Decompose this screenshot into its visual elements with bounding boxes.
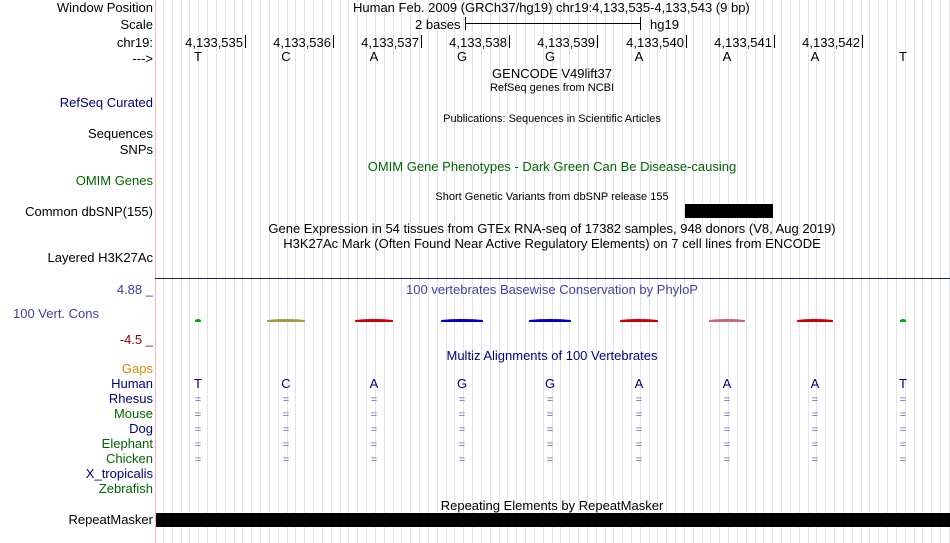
grid-line [878,0,879,543]
species-label-dog[interactable]: Dog [129,421,153,436]
alignment-match: = [811,424,819,436]
grid-line [428,0,429,543]
position-label: 4,133,540 [626,35,684,50]
grid-line [719,0,720,543]
grid-line [649,0,650,543]
phylop-min-value: -4.5 _ [119,332,153,347]
grid-line [852,0,853,543]
scale-label: Scale [120,17,153,32]
scale-value: 2 bases [415,17,461,32]
alignment-match: = [723,424,731,436]
grid-line [755,0,756,543]
alignment-match: = [370,424,378,436]
grid-line [304,0,305,543]
grid-line [295,0,296,543]
grid-line [419,0,420,543]
base-letter: G [544,49,556,64]
grid-line [869,0,870,543]
position-tick [686,35,687,48]
human-base-letter: T [194,376,202,391]
alignment-match: = [546,439,554,451]
species-label-gaps[interactable]: Gaps [121,361,153,376]
grid-line [278,0,279,543]
repeatmasker-feature[interactable] [156,513,950,527]
grid-line [322,0,323,543]
grid-line [781,0,782,543]
grid-line [172,0,173,543]
base-letter: A [810,49,820,64]
base-letter: A [634,49,644,64]
gencode-track-title: GENCODE V49lift37 [492,66,612,81]
dbsnp-label[interactable]: Common dbSNP(155) [25,204,153,219]
h3k27ac-label[interactable]: Layered H3K27Ac [47,250,153,265]
grid-line [189,0,190,543]
grid-line [790,0,791,543]
grid-line [702,0,703,543]
alignment-match: = [811,454,819,466]
alignment-match: = [282,424,290,436]
alignment-match: = [635,424,643,436]
track-separator [155,278,950,279]
omim-genes-label[interactable]: OMIM Genes [75,173,153,188]
grid-line [481,0,482,543]
grid-line [357,0,358,543]
grid-line [746,0,747,543]
conservation-mark [355,319,393,322]
grid-line [401,0,402,543]
alignment-match: = [458,439,466,451]
repeatmasker-label[interactable]: RepeatMasker [68,512,153,527]
alignment-match: = [811,394,819,406]
species-label-x-tropicalis[interactable]: X_tropicalis [85,466,153,481]
gtex-track-title: Gene Expression in 54 tissues from GTEx RNA-seq of 17382 samples, 948 donors (V8, Aug 2019) [268,221,836,236]
alignment-match: = [282,439,290,451]
human-base-letter: C [281,376,291,391]
dbsnp-variant-feature[interactable] [685,204,773,218]
grid-line [914,0,915,543]
grid-line [410,0,411,543]
scale-bar-right-tick [640,17,641,30]
multiz-track-title: Multiz Alignments of 100 Vertebrates [446,348,658,363]
grid-line [393,0,394,543]
grid-line [446,0,447,543]
scale-bar [465,23,641,24]
grid-line [940,0,941,543]
base-letter: G [456,49,468,64]
alignment-match: = [282,409,290,421]
grid-line [843,0,844,543]
grid-line [922,0,923,543]
human-base-letter: A [634,376,644,391]
grid-line [799,0,800,543]
alignment-match: = [194,424,202,436]
human-base-letter: A [810,376,820,391]
base-letter: A [369,49,379,64]
grid-line [772,0,773,543]
alignment-match: = [370,409,378,421]
grid-line [454,0,455,543]
position-tick [421,35,422,48]
phylop-track-title: 100 vertebrates Basewise Conservation by PhyloP [406,282,698,297]
alignment-match: = [546,409,554,421]
refseq-curated-label[interactable]: RefSeq Curated [59,95,153,110]
grid-line [861,0,862,543]
conservation-mark [620,319,658,322]
grid-line [384,0,385,543]
species-label-zebrafish[interactable]: Zebrafish [98,481,153,496]
position-tick [509,35,510,48]
human-base-letter: T [899,376,907,391]
grid-line [808,0,809,543]
species-label-human[interactable]: Human [111,376,153,391]
base-letter: C [281,49,291,64]
position-label: 4,133,539 [537,35,595,50]
grid-line [737,0,738,543]
grid-line [896,0,897,543]
grid-line [931,0,932,543]
species-label-elephant[interactable]: Elephant [101,436,153,451]
grid-line [251,0,252,543]
scale-assembly: hg19 [650,17,679,32]
label-divider [155,0,156,543]
position-label: 4,133,538 [449,35,507,50]
alignment-match: = [546,424,554,436]
position-tick [597,35,598,48]
conservation-mark [529,319,571,322]
refseq-track-subtitle: RefSeq genes from NCBI [489,82,615,94]
grid-line [710,0,711,543]
grid-line [313,0,314,543]
grid-line [666,0,667,543]
conservation-mark [709,319,745,322]
alignment-match: = [546,394,554,406]
position-tick [245,35,246,48]
grid-line [242,0,243,543]
alignment-match: = [899,409,907,421]
grid-line [657,0,658,543]
dbsnp-track-title: Short Genetic Variants from dbSNP release 155 [435,191,669,203]
grid-line [340,0,341,543]
grid-line [684,0,685,543]
conservation-mark [441,319,483,322]
grid-line [181,0,182,543]
alignment-match: = [899,439,907,451]
grid-line [825,0,826,543]
alignment-match: = [635,454,643,466]
alignment-match: = [723,409,731,421]
grid-line [234,0,235,543]
publications-track-title: Publications: Sequences in Scientific Articles [443,113,661,125]
alignment-match: = [458,424,466,436]
grid-line [260,0,261,543]
grid-line [437,0,438,543]
alignment-match: = [370,439,378,451]
alignment-match: = [811,409,819,421]
base-letter: T [194,49,202,64]
alignment-match: = [899,394,907,406]
grid-line [834,0,835,543]
alignment-match: = [458,394,466,406]
chrom-label: chr19: [116,35,153,50]
alignment-match: = [635,394,643,406]
position-tick [862,35,863,48]
repeatmasker-track-title: Repeating Elements by RepeatMasker [440,498,664,513]
position-tick [774,35,775,48]
alignment-match: = [811,439,819,451]
alignment-match: = [635,439,643,451]
conservation-mark [267,319,305,322]
grid-line [207,0,208,543]
species-label-rhesus[interactable]: Rhesus [108,391,153,406]
conservation-mark [195,319,201,322]
phylop-label[interactable]: 100 Vert. Cons [13,306,99,321]
grid-line [366,0,367,543]
alignment-match: = [635,409,643,421]
alignment-match: = [194,409,202,421]
strand-label: ---> [132,51,153,66]
conservation-mark [797,319,833,322]
position-label: 4,133,541 [714,35,772,50]
snps-label[interactable]: SNPs [119,142,153,157]
grid-line [887,0,888,543]
alignment-match: = [282,394,290,406]
grid-line [269,0,270,543]
grid-line [693,0,694,543]
species-label-chicken[interactable]: Chicken [106,451,153,466]
species-label-mouse[interactable]: Mouse [113,406,153,421]
alignment-match: = [723,454,731,466]
alignment-match: = [282,454,290,466]
window-position-value: Human Feb. 2009 (GRCh37/hg19) chr19:4,133,535-4,133,543 (9 bp) [353,0,750,15]
base-letter: A [722,49,732,64]
grid-line [763,0,764,543]
alignment-match: = [723,439,731,451]
position-label: 4,133,535 [185,35,243,50]
h3k27ac-track-title: H3K27Ac Mark (Often Found Near Active Regulatory Elements) on 7 cell lines from ENCODE [283,236,821,251]
alignment-match: = [458,454,466,466]
alignment-match: = [194,394,202,406]
alignment-match: = [370,454,378,466]
position-tick [333,35,334,48]
grid-line [348,0,349,543]
human-base-letter: G [544,376,556,391]
alignment-match: = [194,439,202,451]
human-base-letter: A [722,376,732,391]
grid-line [675,0,676,543]
grid-line [216,0,217,543]
alignment-match: = [194,454,202,466]
human-base-letter: G [456,376,468,391]
alignment-match: = [370,394,378,406]
conservation-mark [900,319,906,322]
grid-line [163,0,164,543]
alignment-match: = [899,424,907,436]
grid-line [225,0,226,543]
human-base-letter: A [369,376,379,391]
sequences-label[interactable]: Sequences [87,126,153,141]
alignment-match: = [546,454,554,466]
alignment-match: = [723,394,731,406]
position-label: 4,133,542 [802,35,860,50]
window-position-label: Window Position [56,0,153,15]
alignment-match: = [899,454,907,466]
grid-line [631,0,632,543]
phylop-max-value: 4.88 _ [116,282,153,297]
position-label: 4,133,537 [361,35,419,50]
omim-track-title: OMIM Gene Phenotypes - Dark Green Can Be Disease-causing [367,159,737,174]
position-label: 4,133,536 [273,35,331,50]
alignment-match: = [458,409,466,421]
grid-line [622,0,623,543]
base-letter: T [899,49,907,64]
grid-line [472,0,473,543]
grid-line [331,0,332,543]
